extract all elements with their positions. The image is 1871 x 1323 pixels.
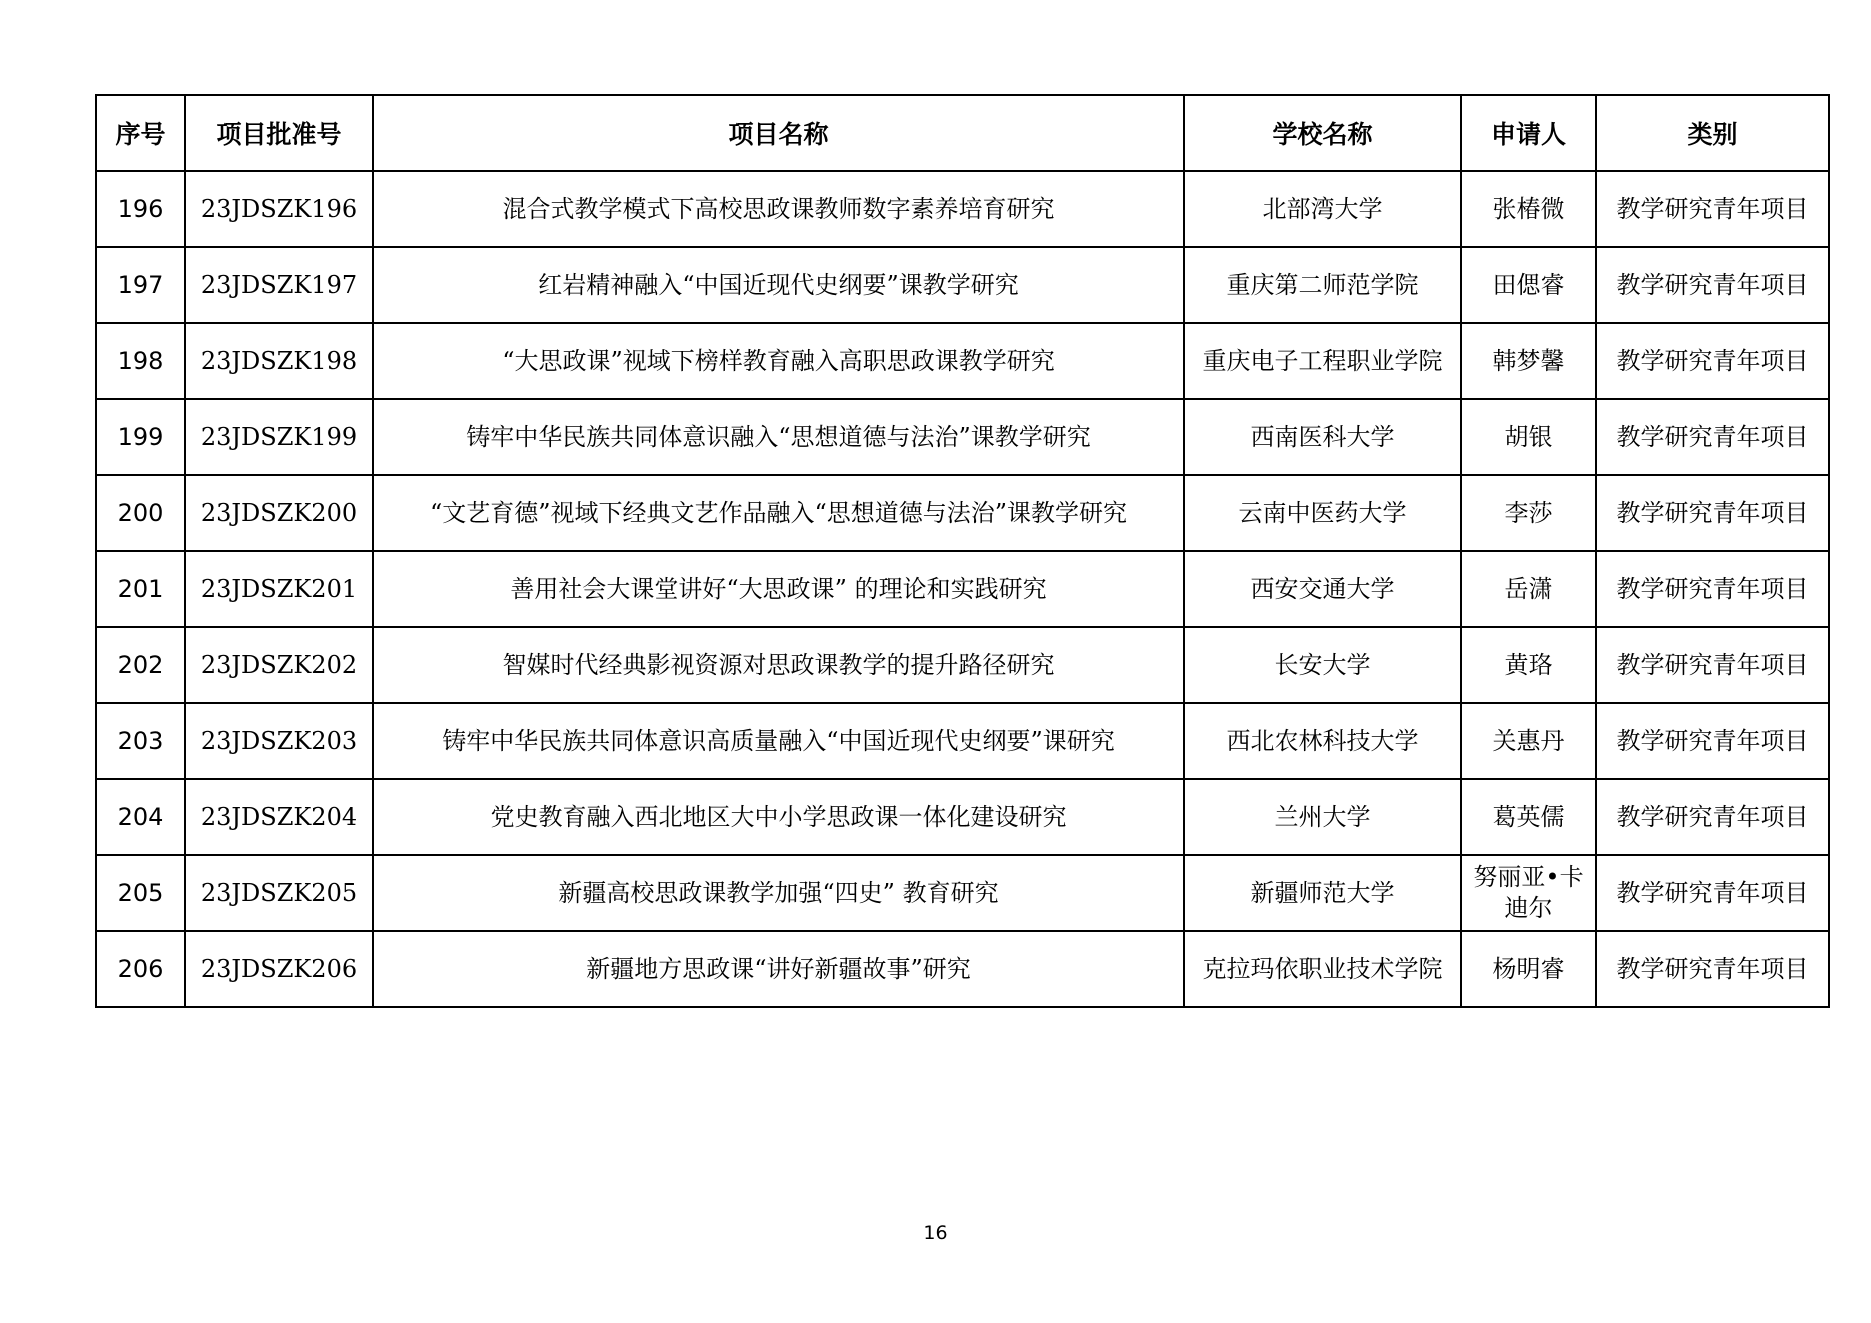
table-header [96, 95, 1829, 171]
table-row [96, 551, 1829, 627]
cell-school: 长安大学 [1184, 627, 1461, 703]
cell-code: 23JDSZK204 [185, 779, 373, 855]
cell-school: 重庆第二师范学院 [1184, 247, 1461, 323]
cell-applicant: 韩梦馨 [1461, 323, 1596, 399]
header-row [96, 95, 1829, 171]
cell-seq: 201 [96, 551, 185, 627]
cell-seq: 203 [96, 703, 185, 779]
cell-applicant: 李莎 [1461, 475, 1596, 551]
table-row [96, 779, 1829, 855]
cell-project-name: 新疆地方思政课“讲好新疆故事”研究 [373, 931, 1184, 1007]
table-row [96, 171, 1829, 247]
cell-school: 西北农林科技大学 [1184, 703, 1461, 779]
header-code: 项目批准号 [185, 95, 373, 171]
header-seq: 序号 [96, 95, 185, 171]
cell-code: 23JDSZK197 [185, 247, 373, 323]
cell-code: 23JDSZK203 [185, 703, 373, 779]
cell-project-name: 智媒时代经典影视资源对思政课教学的提升路径研究 [373, 627, 1184, 703]
cell-project-name: 铸牢中华民族共同体意识融入“思想道德与法治”课教学研究 [373, 399, 1184, 475]
cell-code: 23JDSZK201 [185, 551, 373, 627]
cell-seq: 198 [96, 323, 185, 399]
cell-project-name: 混合式教学模式下高校思政课教师数字素养培育研究 [373, 171, 1184, 247]
cell-school: 云南中医药大学 [1184, 475, 1461, 551]
cell-category: 教学研究青年项目 [1596, 171, 1829, 247]
cell-category: 教学研究青年项目 [1596, 703, 1829, 779]
cell-applicant: 张椿微 [1461, 171, 1596, 247]
cell-seq: 200 [96, 475, 185, 551]
cell-category: 教学研究青年项目 [1596, 855, 1829, 931]
cell-code: 23JDSZK202 [185, 627, 373, 703]
cell-school: 北部湾大学 [1184, 171, 1461, 247]
cell-applicant: 葛英儒 [1461, 779, 1596, 855]
cell-school: 重庆电子工程职业学院 [1184, 323, 1461, 399]
cell-category: 教学研究青年项目 [1596, 247, 1829, 323]
table-row [96, 703, 1829, 779]
cell-school: 克拉玛依职业技术学院 [1184, 931, 1461, 1007]
cell-category: 教学研究青年项目 [1596, 399, 1829, 475]
cell-project-name: 党史教育融入西北地区大中小学思政课一体化建设研究 [373, 779, 1184, 855]
cell-school: 兰州大学 [1184, 779, 1461, 855]
cell-school: 西南医科大学 [1184, 399, 1461, 475]
cell-category: 教学研究青年项目 [1596, 323, 1829, 399]
header-applicant: 申请人 [1461, 95, 1596, 171]
cell-seq: 196 [96, 171, 185, 247]
cell-seq: 204 [96, 779, 185, 855]
table-row [96, 931, 1829, 1007]
cell-project-name: 善用社会大课堂讲好“大思政课” 的理论和实践研究 [373, 551, 1184, 627]
cell-category: 教学研究青年项目 [1596, 627, 1829, 703]
table-row [96, 399, 1829, 475]
cell-code: 23JDSZK196 [185, 171, 373, 247]
cell-code: 23JDSZK206 [185, 931, 373, 1007]
cell-category: 教学研究青年项目 [1596, 475, 1829, 551]
header-name: 项目名称 [373, 95, 1184, 171]
header-category: 类别 [1596, 95, 1829, 171]
header-school: 学校名称 [1184, 95, 1461, 171]
cell-code: 23JDSZK200 [185, 475, 373, 551]
cell-code: 23JDSZK205 [185, 855, 373, 931]
cell-project-name: 铸牢中华民族共同体意识高质量融入“中国近现代史纲要”课研究 [373, 703, 1184, 779]
project-table [95, 94, 1830, 1008]
cell-code: 23JDSZK199 [185, 399, 373, 475]
cell-seq: 206 [96, 931, 185, 1007]
cell-seq: 202 [96, 627, 185, 703]
cell-category: 教学研究青年项目 [1596, 931, 1829, 1007]
cell-applicant: 努丽亚•卡迪尔 [1461, 855, 1596, 931]
table-body [96, 171, 1829, 1007]
cell-applicant: 杨明睿 [1461, 931, 1596, 1007]
table-row [96, 247, 1829, 323]
table-row [96, 323, 1829, 399]
cell-project-name: “文艺育德”视域下经典文艺作品融入“思想道德与法治”课教学研究 [373, 475, 1184, 551]
cell-project-name: “大思政课”视域下榜样教育融入高职思政课教学研究 [373, 323, 1184, 399]
table-row [96, 855, 1829, 931]
cell-applicant: 胡银 [1461, 399, 1596, 475]
cell-category: 教学研究青年项目 [1596, 551, 1829, 627]
table-row [96, 627, 1829, 703]
cell-seq: 199 [96, 399, 185, 475]
cell-applicant: 田偲睿 [1461, 247, 1596, 323]
cell-code: 23JDSZK198 [185, 323, 373, 399]
cell-applicant: 岳潇 [1461, 551, 1596, 627]
cell-category: 教学研究青年项目 [1596, 779, 1829, 855]
cell-school: 新疆师范大学 [1184, 855, 1461, 931]
cell-project-name: 新疆高校思政课教学加强“四史” 教育研究 [373, 855, 1184, 931]
cell-school: 西安交通大学 [1184, 551, 1461, 627]
cell-seq: 205 [96, 855, 185, 931]
cell-seq: 197 [96, 247, 185, 323]
cell-applicant: 关惠丹 [1461, 703, 1596, 779]
cell-applicant: 黄珞 [1461, 627, 1596, 703]
cell-project-name: 红岩精神融入“中国近现代史纲要”课教学研究 [373, 247, 1184, 323]
table-row [96, 475, 1829, 551]
page-number: 16 [923, 1222, 948, 1244]
